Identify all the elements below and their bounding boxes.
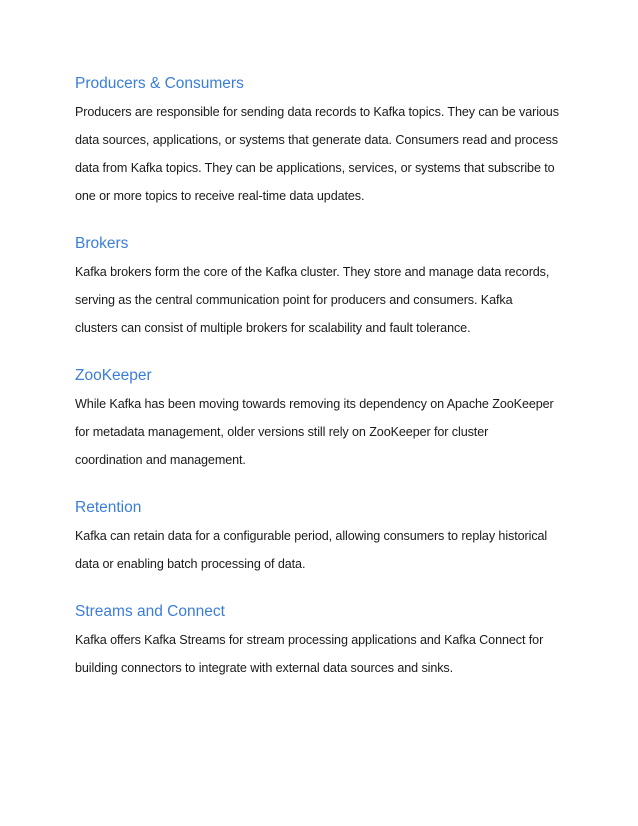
paragraph-line: data sources, applications, or systems that generate data. Consumers read and process bbox=[75, 133, 558, 147]
paragraph-line: Producers are responsible for sending data records to Kafka topics. They can be various bbox=[75, 105, 559, 119]
paragraph-line: While Kafka has been moving towards removing its dependency on Apache ZooKeeper bbox=[75, 397, 554, 411]
section-paragraph bbox=[75, 626, 575, 682]
paragraph-line: coordination and management. bbox=[75, 453, 246, 467]
section-paragraph bbox=[75, 522, 575, 578]
paragraph-line: data from Kafka topics. They can be applications, services, or systems that subscribe to bbox=[75, 161, 555, 175]
section-zookeeper bbox=[75, 362, 575, 474]
section-retention bbox=[75, 494, 575, 578]
document-page bbox=[75, 70, 575, 702]
section-streams-connect bbox=[75, 598, 575, 682]
paragraph-line: serving as the central communication point for producers and consumers. Kafka bbox=[75, 293, 513, 307]
section-producers-consumers bbox=[75, 70, 575, 210]
paragraph-line: data or enabling batch processing of data. bbox=[75, 557, 306, 571]
paragraph-line: clusters can consist of multiple brokers for scalability and fault tolerance. bbox=[75, 321, 471, 335]
section-brokers bbox=[75, 230, 575, 342]
section-heading: Producers & Consumers bbox=[75, 75, 244, 92]
section-heading: Streams and Connect bbox=[75, 603, 225, 620]
paragraph-line: one or more topics to receive real-time data updates. bbox=[75, 189, 365, 203]
paragraph-line: Kafka offers Kafka Streams for stream processing applications and Kafka Connect for bbox=[75, 633, 544, 647]
section-paragraph bbox=[75, 258, 575, 342]
paragraph-line: Kafka brokers form the core of the Kafka cluster. They store and manage data records, bbox=[75, 265, 550, 279]
paragraph-line: for metadata management, older versions still rely on ZooKeeper for cluster bbox=[75, 425, 489, 439]
section-heading: Retention bbox=[75, 499, 142, 516]
paragraph-line: building connectors to integrate with external data sources and sinks. bbox=[75, 661, 454, 675]
section-paragraph bbox=[75, 98, 575, 210]
section-heading: Brokers bbox=[75, 235, 129, 252]
section-paragraph bbox=[75, 390, 575, 474]
paragraph-line: Kafka can retain data for a configurable period, allowing consumers to replay historical bbox=[75, 529, 548, 543]
section-heading: ZooKeeper bbox=[75, 367, 152, 384]
